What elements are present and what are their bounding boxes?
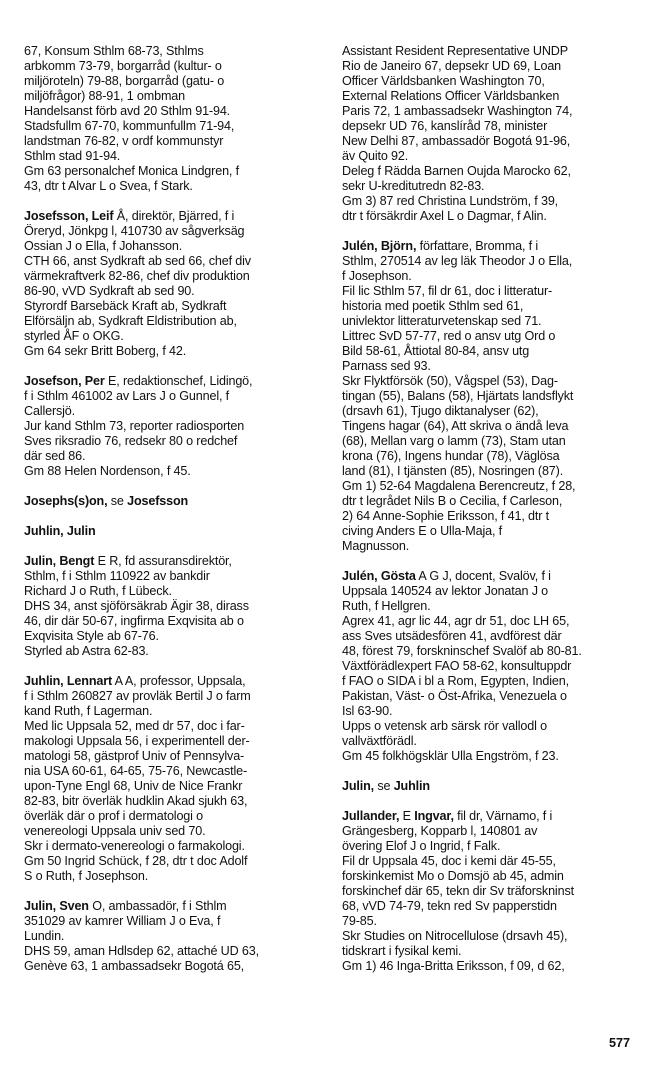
text-line xyxy=(24,734,324,749)
text-run: Öreryd, Jönkpg l, 410730 av sågverksäg xyxy=(24,224,245,238)
text-line xyxy=(342,704,642,719)
text-line xyxy=(24,119,324,134)
text-line xyxy=(342,659,642,674)
text-line xyxy=(342,179,642,194)
text-line xyxy=(24,824,324,839)
text-run: New Delhi 87, ambassadör Bogotá 91-96, xyxy=(342,134,571,148)
text-line xyxy=(342,629,642,644)
text-run: Upps o vetensk arb särsk rör vallodl o xyxy=(342,719,547,733)
text-run: Ossian J o Ella, f Johansson. xyxy=(24,239,183,253)
text-run: 48, förest 79, forskninschef Svalöf ab 80-81. xyxy=(342,644,582,658)
text-run: Callersjö. xyxy=(24,404,75,418)
text-run: Gm 63 personalchef Monica Lindgren, f xyxy=(24,164,239,178)
entry-name: Julén, Gösta xyxy=(342,569,416,583)
text-run: arbkomm 73-79, borgarråd (kultur- o xyxy=(24,59,222,73)
text-line xyxy=(24,374,324,389)
text-line xyxy=(24,329,324,344)
text-line xyxy=(24,104,324,119)
text-line xyxy=(342,479,642,494)
biography-entry xyxy=(342,569,642,764)
entry-name: Ingvar, xyxy=(414,809,454,823)
text-line xyxy=(24,839,324,854)
text-line xyxy=(342,269,642,284)
text-line xyxy=(24,914,324,929)
text-run: Gm 1) 46 Inga-Britta Eriksson, f 09, d 62, xyxy=(342,959,565,973)
text-run: dtr t legrådet Nils B o Cecilia, f Carleson, xyxy=(342,494,563,508)
text-line xyxy=(342,194,642,209)
text-line xyxy=(24,569,324,584)
text-run: forskinkemist Mo o Domsjö ab 45, admin xyxy=(342,869,564,883)
text-line xyxy=(342,824,642,839)
text-line xyxy=(342,944,642,959)
right-column xyxy=(342,44,642,989)
text-run: Paris 72, 1 ambassadsekr Washington 74, xyxy=(342,104,573,118)
text-run: Gm 3) 87 red Christina Lundström, f 39, xyxy=(342,194,559,208)
text-run: Sthlm stad 91-94. xyxy=(24,149,121,163)
text-run: fil dr, Värnamo, f i xyxy=(453,809,553,823)
text-run: Styrled ab Astra 62-83. xyxy=(24,644,149,658)
text-run: Gm 88 Helen Nordenson, f 45. xyxy=(24,464,191,478)
text-run: 86-90, vVD Sydkraft ab sed 90. xyxy=(24,284,195,298)
text-run: kand Ruth, f Lagerman. xyxy=(24,704,153,718)
text-line xyxy=(342,449,642,464)
text-line xyxy=(342,494,642,509)
text-line xyxy=(342,374,642,389)
text-run: vallväxtförädl. xyxy=(342,734,417,748)
text-run: 46, dir där 50-67, ingfirma Exqvisita ab o xyxy=(24,614,244,628)
text-run: se xyxy=(374,779,394,793)
text-run: Stadsfullm 67-70, kommunfullm 71-94, xyxy=(24,119,235,133)
text-line xyxy=(24,224,324,239)
entry-name: Julén, Björn, xyxy=(342,239,417,253)
text-run: ass Sves utsädesfören 41, avdförest där xyxy=(342,629,562,643)
text-line xyxy=(24,89,324,104)
text-run: DHS 34, anst sjöförsäkrab Ägir 38, dirass xyxy=(24,599,249,613)
text-line xyxy=(24,719,324,734)
text-run: Gm 64 sekr Britt Boberg, f 42. xyxy=(24,344,187,358)
text-line xyxy=(24,959,324,974)
text-run: tidskrart i fysikal kemi. xyxy=(342,944,462,958)
text-line xyxy=(24,179,324,194)
text-line xyxy=(342,689,642,704)
biography-entry xyxy=(24,554,324,659)
text-line xyxy=(24,524,324,539)
text-line xyxy=(342,959,642,974)
text-line xyxy=(24,494,324,509)
entry-name: Josefsson, Leif xyxy=(24,209,114,223)
text-line xyxy=(24,404,324,419)
text-line xyxy=(342,44,642,59)
text-run: A G J, docent, Svalöv, f i xyxy=(415,569,551,583)
biography-entry xyxy=(24,674,324,884)
text-run: External Relations Officer Världsbanken xyxy=(342,89,560,103)
text-run: forskinchef där 65, tekn dir Sv träforskninst xyxy=(342,884,574,898)
text-run: Richard J o Ruth, f Lübeck. xyxy=(24,584,172,598)
text-line xyxy=(24,314,324,329)
text-line xyxy=(24,644,324,659)
text-line xyxy=(342,539,642,554)
text-run: äv Quito 92. xyxy=(342,149,409,163)
text-line xyxy=(24,74,324,89)
text-run: f i Sthlm 461002 av Lars J o Gunnel, f xyxy=(24,389,230,403)
text-run: Gm 1) 52-64 Magdalena Berencreutz, f 28, xyxy=(342,479,576,493)
biography-entry xyxy=(24,209,324,359)
text-line xyxy=(342,869,642,884)
text-line xyxy=(342,734,642,749)
text-run: (drsavh 61), Tjugo diktanalyser (62), xyxy=(342,404,539,418)
text-run: venereologi Uppsala univ sed 70. xyxy=(24,824,206,838)
text-run: krona (76), Ingens hundar (78), Väglösa xyxy=(342,449,560,463)
biography-entry xyxy=(342,44,642,224)
text-line xyxy=(24,449,324,464)
text-run: Assistant Resident Representative UNDP xyxy=(342,44,568,58)
text-run: (68), Mellan varg o lamm (73), Stam utan xyxy=(342,434,566,448)
biography-entry xyxy=(342,239,642,554)
text-line xyxy=(342,599,642,614)
text-line xyxy=(24,239,324,254)
text-run: miljöroteln) 79-88, borgarråd (gatu- o xyxy=(24,74,225,88)
text-run: Gm 50 Ingrid Schück, f 28, dtr t doc Adolf xyxy=(24,854,248,868)
text-line xyxy=(24,779,324,794)
text-run: DHS 59, aman Hdlsdep 62, attaché UD 63, xyxy=(24,944,259,958)
text-run: Genève 63, 1 ambassadsekr Bogotá 65, xyxy=(24,959,245,973)
entry-name: Juhlin, Lennart xyxy=(24,674,113,688)
text-line xyxy=(342,119,642,134)
text-line xyxy=(342,929,642,944)
text-line xyxy=(342,284,642,299)
text-line xyxy=(24,674,324,689)
text-line xyxy=(24,344,324,359)
text-line xyxy=(24,614,324,629)
text-run: Sthlm, 270514 av leg läk Theodor J o Ella, xyxy=(342,254,573,268)
text-line xyxy=(24,149,324,164)
text-run: Fil lic Sthlm 57, fil dr 61, doc i litteratur- xyxy=(342,284,553,298)
text-line xyxy=(24,584,324,599)
text-line xyxy=(342,899,642,914)
page-number: 577 xyxy=(609,1036,631,1050)
biography-entry xyxy=(24,899,324,974)
text-run: övering Elof J o Ingrid, f Falk. xyxy=(342,839,501,853)
text-line xyxy=(24,59,324,74)
text-run: 43, dtr t Alvar L o Svea, f Stark. xyxy=(24,179,193,193)
text-run: där sed 86. xyxy=(24,449,86,463)
text-run: sekr U-kreditutredn 82-83. xyxy=(342,179,485,193)
text-line xyxy=(342,509,642,524)
text-run: Fil dr Uppsala 45, doc i kemi där 45-55, xyxy=(342,854,556,868)
text-run: Littrec SvD 57-77, red o ansv utg Ord o xyxy=(342,329,556,343)
text-run: Skr Flyktförsök (50), Vågspel (53), Dag- xyxy=(342,374,558,388)
text-line xyxy=(342,134,642,149)
text-run: historia med poetik Sthlm sed 61, xyxy=(342,299,524,313)
text-line xyxy=(342,314,642,329)
text-run: Skr i dermato-venereologi o farmakologi. xyxy=(24,839,245,853)
text-run: överläk där o prof i dermatologi o xyxy=(24,809,204,823)
entry-name: Jullander, xyxy=(342,809,400,823)
text-line xyxy=(24,944,324,959)
text-run: 351029 av kamrer William J o Eva, f xyxy=(24,914,221,928)
text-run: Styrordf Barsebäck Kraft ab, Sydkraft xyxy=(24,299,227,313)
text-line xyxy=(342,419,642,434)
text-run: 67, Konsum Sthlm 68-73, Sthlms xyxy=(24,44,204,58)
text-line xyxy=(342,104,642,119)
text-run: Uppsala 140524 av lektor Jonatan J o xyxy=(342,584,549,598)
text-line xyxy=(342,359,642,374)
text-line xyxy=(24,749,324,764)
text-run: styrled ÅF o OKG. xyxy=(24,329,124,343)
text-line xyxy=(24,554,324,569)
text-line xyxy=(24,419,324,434)
text-line xyxy=(342,254,642,269)
text-run: 2) 64 Anne-Sophie Eriksson, f 41, dtr t xyxy=(342,509,549,523)
text-line xyxy=(24,44,324,59)
text-run: Grängesberg, Kopparb l, 140801 av xyxy=(342,824,538,838)
text-line xyxy=(24,434,324,449)
text-run: Växtförädlexpert FAO 58-62, konsultuppdr xyxy=(342,659,572,673)
text-line xyxy=(342,434,642,449)
entry-name: Josefsson xyxy=(127,494,189,508)
text-run: Jur kand Sthlm 73, reporter radiosporten xyxy=(24,419,245,433)
text-run: CTH 66, anst Sydkraft ab sed 66, chef div xyxy=(24,254,251,268)
text-run: univlektor litteraturvetenskap sed 71. xyxy=(342,314,542,328)
text-run: Skr Studies on Nitrocellulose (drsavh 45), xyxy=(342,929,568,943)
text-line xyxy=(24,869,324,884)
text-run: civing Anders E o Ulla-Maja, f xyxy=(342,524,502,538)
text-line xyxy=(342,344,642,359)
text-run: makologi Uppsala 56, i experimentell der- xyxy=(24,734,250,748)
text-run: A A, professor, Uppsala, xyxy=(112,674,246,688)
text-run: nia USA 60-61, 64-65, 75-76, Newcastle- xyxy=(24,764,248,778)
text-line xyxy=(24,854,324,869)
biography-entry xyxy=(342,809,642,974)
text-line xyxy=(342,74,642,89)
text-line xyxy=(342,209,642,224)
text-run: Med lic Uppsala 52, med dr 57, doc i far- xyxy=(24,719,245,733)
text-run: Agrex 41, agr lic 44, agr dr 51, doc LH 65, xyxy=(342,614,570,628)
text-line xyxy=(342,644,642,659)
biography-entry xyxy=(24,524,324,539)
text-line xyxy=(24,254,324,269)
text-run: Ruth, f Hellgren. xyxy=(342,599,431,613)
entry-name: Juhlin xyxy=(393,779,430,793)
text-run: Gm 45 folkhögsklär Ulla Engström, f 23. xyxy=(342,749,559,763)
text-run: depsekr UD 76, kanslíråd 78, minister xyxy=(342,119,548,133)
text-line xyxy=(342,884,642,899)
text-run: värmekraftverk 82-86, chef div produktion xyxy=(24,269,250,283)
text-run: upon-Tyne Engl 68, Univ de Nice Frankr xyxy=(24,779,243,793)
text-line xyxy=(24,629,324,644)
text-run: Exqvisita Style ab 67-76. xyxy=(24,629,159,643)
text-line xyxy=(342,59,642,74)
text-line xyxy=(342,674,642,689)
text-run: E, redaktionschef, Lidingö, xyxy=(104,374,253,388)
text-run: Å, direktör, Bjärred, f i xyxy=(113,209,235,223)
text-run: Bild 58-61, Åttiotal 80-84, ansv utg xyxy=(342,344,530,358)
text-line xyxy=(24,164,324,179)
text-line xyxy=(24,389,324,404)
text-run: Handelsanst förb avd 20 Sthlm 91-94. xyxy=(24,104,231,118)
text-line xyxy=(342,149,642,164)
text-run: Lundin. xyxy=(24,929,65,943)
text-run: E R, fd assuransdirektör, xyxy=(94,554,232,568)
text-line xyxy=(24,209,324,224)
entry-name: Julin, Sven xyxy=(24,899,89,913)
text-line xyxy=(24,599,324,614)
text-line xyxy=(342,464,642,479)
text-run: 82-83, bitr överläk hudklin Akad sjukh 63, xyxy=(24,794,248,808)
text-line xyxy=(342,329,642,344)
entry-name: Josephs(s)on, xyxy=(24,494,108,508)
text-line xyxy=(342,749,642,764)
text-line xyxy=(342,524,642,539)
text-line xyxy=(342,584,642,599)
entry-name: Josefson, Per xyxy=(24,374,105,388)
text-run: Sves riksradio 76, redsekr 80 o redchef xyxy=(24,434,238,448)
text-line xyxy=(342,299,642,314)
text-run: Tingens hagar (64), Att skriva o ändå leva xyxy=(342,419,569,433)
text-run: se xyxy=(107,494,128,508)
text-run: dtr t försäkrdir Axel L o Dagmar, f Alin. xyxy=(342,209,547,223)
text-run: Magnusson. xyxy=(342,539,410,553)
text-line xyxy=(342,89,642,104)
text-line xyxy=(342,569,642,584)
text-run: tingan (55), Balans (58), Hjärtats landsflykt xyxy=(342,389,574,403)
text-line xyxy=(342,914,642,929)
text-line xyxy=(342,719,642,734)
text-line xyxy=(24,809,324,824)
text-line xyxy=(24,929,324,944)
text-line xyxy=(24,794,324,809)
biography-entry xyxy=(24,494,324,509)
text-line xyxy=(342,854,642,869)
text-line xyxy=(342,614,642,629)
text-run: f Josephson. xyxy=(342,269,412,283)
text-line xyxy=(24,269,324,284)
text-line xyxy=(24,689,324,704)
text-run: land (81), I tjänsten (85), Nosringen (87). xyxy=(342,464,564,478)
text-line xyxy=(342,839,642,854)
text-run: Parnass sed 93. xyxy=(342,359,431,373)
text-run: Sthlm, f i Sthlm 110922 av bankdir xyxy=(24,569,210,583)
text-line xyxy=(24,764,324,779)
text-run: författare, Bromma, f i xyxy=(416,239,539,253)
text-line xyxy=(24,899,324,914)
text-line xyxy=(342,404,642,419)
text-run: Isl 63-90. xyxy=(342,704,393,718)
text-run: landstman 76-82, v ordf kommunstyr xyxy=(24,134,224,148)
text-run: Elförsäljn ab, Sydkraft Eldistribution ab, xyxy=(24,314,237,328)
text-run: 79-85. xyxy=(342,914,377,928)
entry-name: Julin, xyxy=(342,779,374,793)
text-run: 68, vVD 74-79, tekn red Sv papperstidn xyxy=(342,899,557,913)
text-line xyxy=(342,239,642,254)
text-run: f FAO o SIDA i bl a Rom, Egypten, Indien, xyxy=(342,674,569,688)
text-line xyxy=(24,284,324,299)
text-line xyxy=(342,779,642,794)
biography-entry xyxy=(24,374,324,479)
text-line xyxy=(24,464,324,479)
text-line xyxy=(342,809,642,824)
text-run: S o Ruth, f Josephson. xyxy=(24,869,149,883)
text-run: Rio de Janeiro 67, depsekr UD 69, Loan xyxy=(342,59,562,73)
left-column xyxy=(24,44,324,989)
text-run: matologi 58, gästprof Univ of Pennsylva- xyxy=(24,749,245,763)
text-run: E xyxy=(399,809,415,823)
text-line xyxy=(342,164,642,179)
text-line xyxy=(342,389,642,404)
text-line xyxy=(24,299,324,314)
text-run: Officer Världsbanken Washington 70, xyxy=(342,74,545,88)
entry-name: Julin, Bengt xyxy=(24,554,95,568)
text-run: Pakistan, Väst- o Öst-Afrika, Venezuela o xyxy=(342,689,567,703)
text-run: f i Sthlm 260827 av provläk Bertil J o farm xyxy=(24,689,251,703)
text-run: Deleg f Rädda Barnen Oujda Marocko 62, xyxy=(342,164,571,178)
biography-entry xyxy=(24,44,324,194)
entry-name: Juhlin, Julin xyxy=(24,524,96,538)
text-run: O, ambassadör, f i Sthlm xyxy=(88,899,227,913)
text-line xyxy=(24,704,324,719)
text-line xyxy=(24,134,324,149)
text-run: miljöfrågor) 88-91, 1 ombman xyxy=(24,89,185,103)
biography-entry xyxy=(342,779,642,794)
